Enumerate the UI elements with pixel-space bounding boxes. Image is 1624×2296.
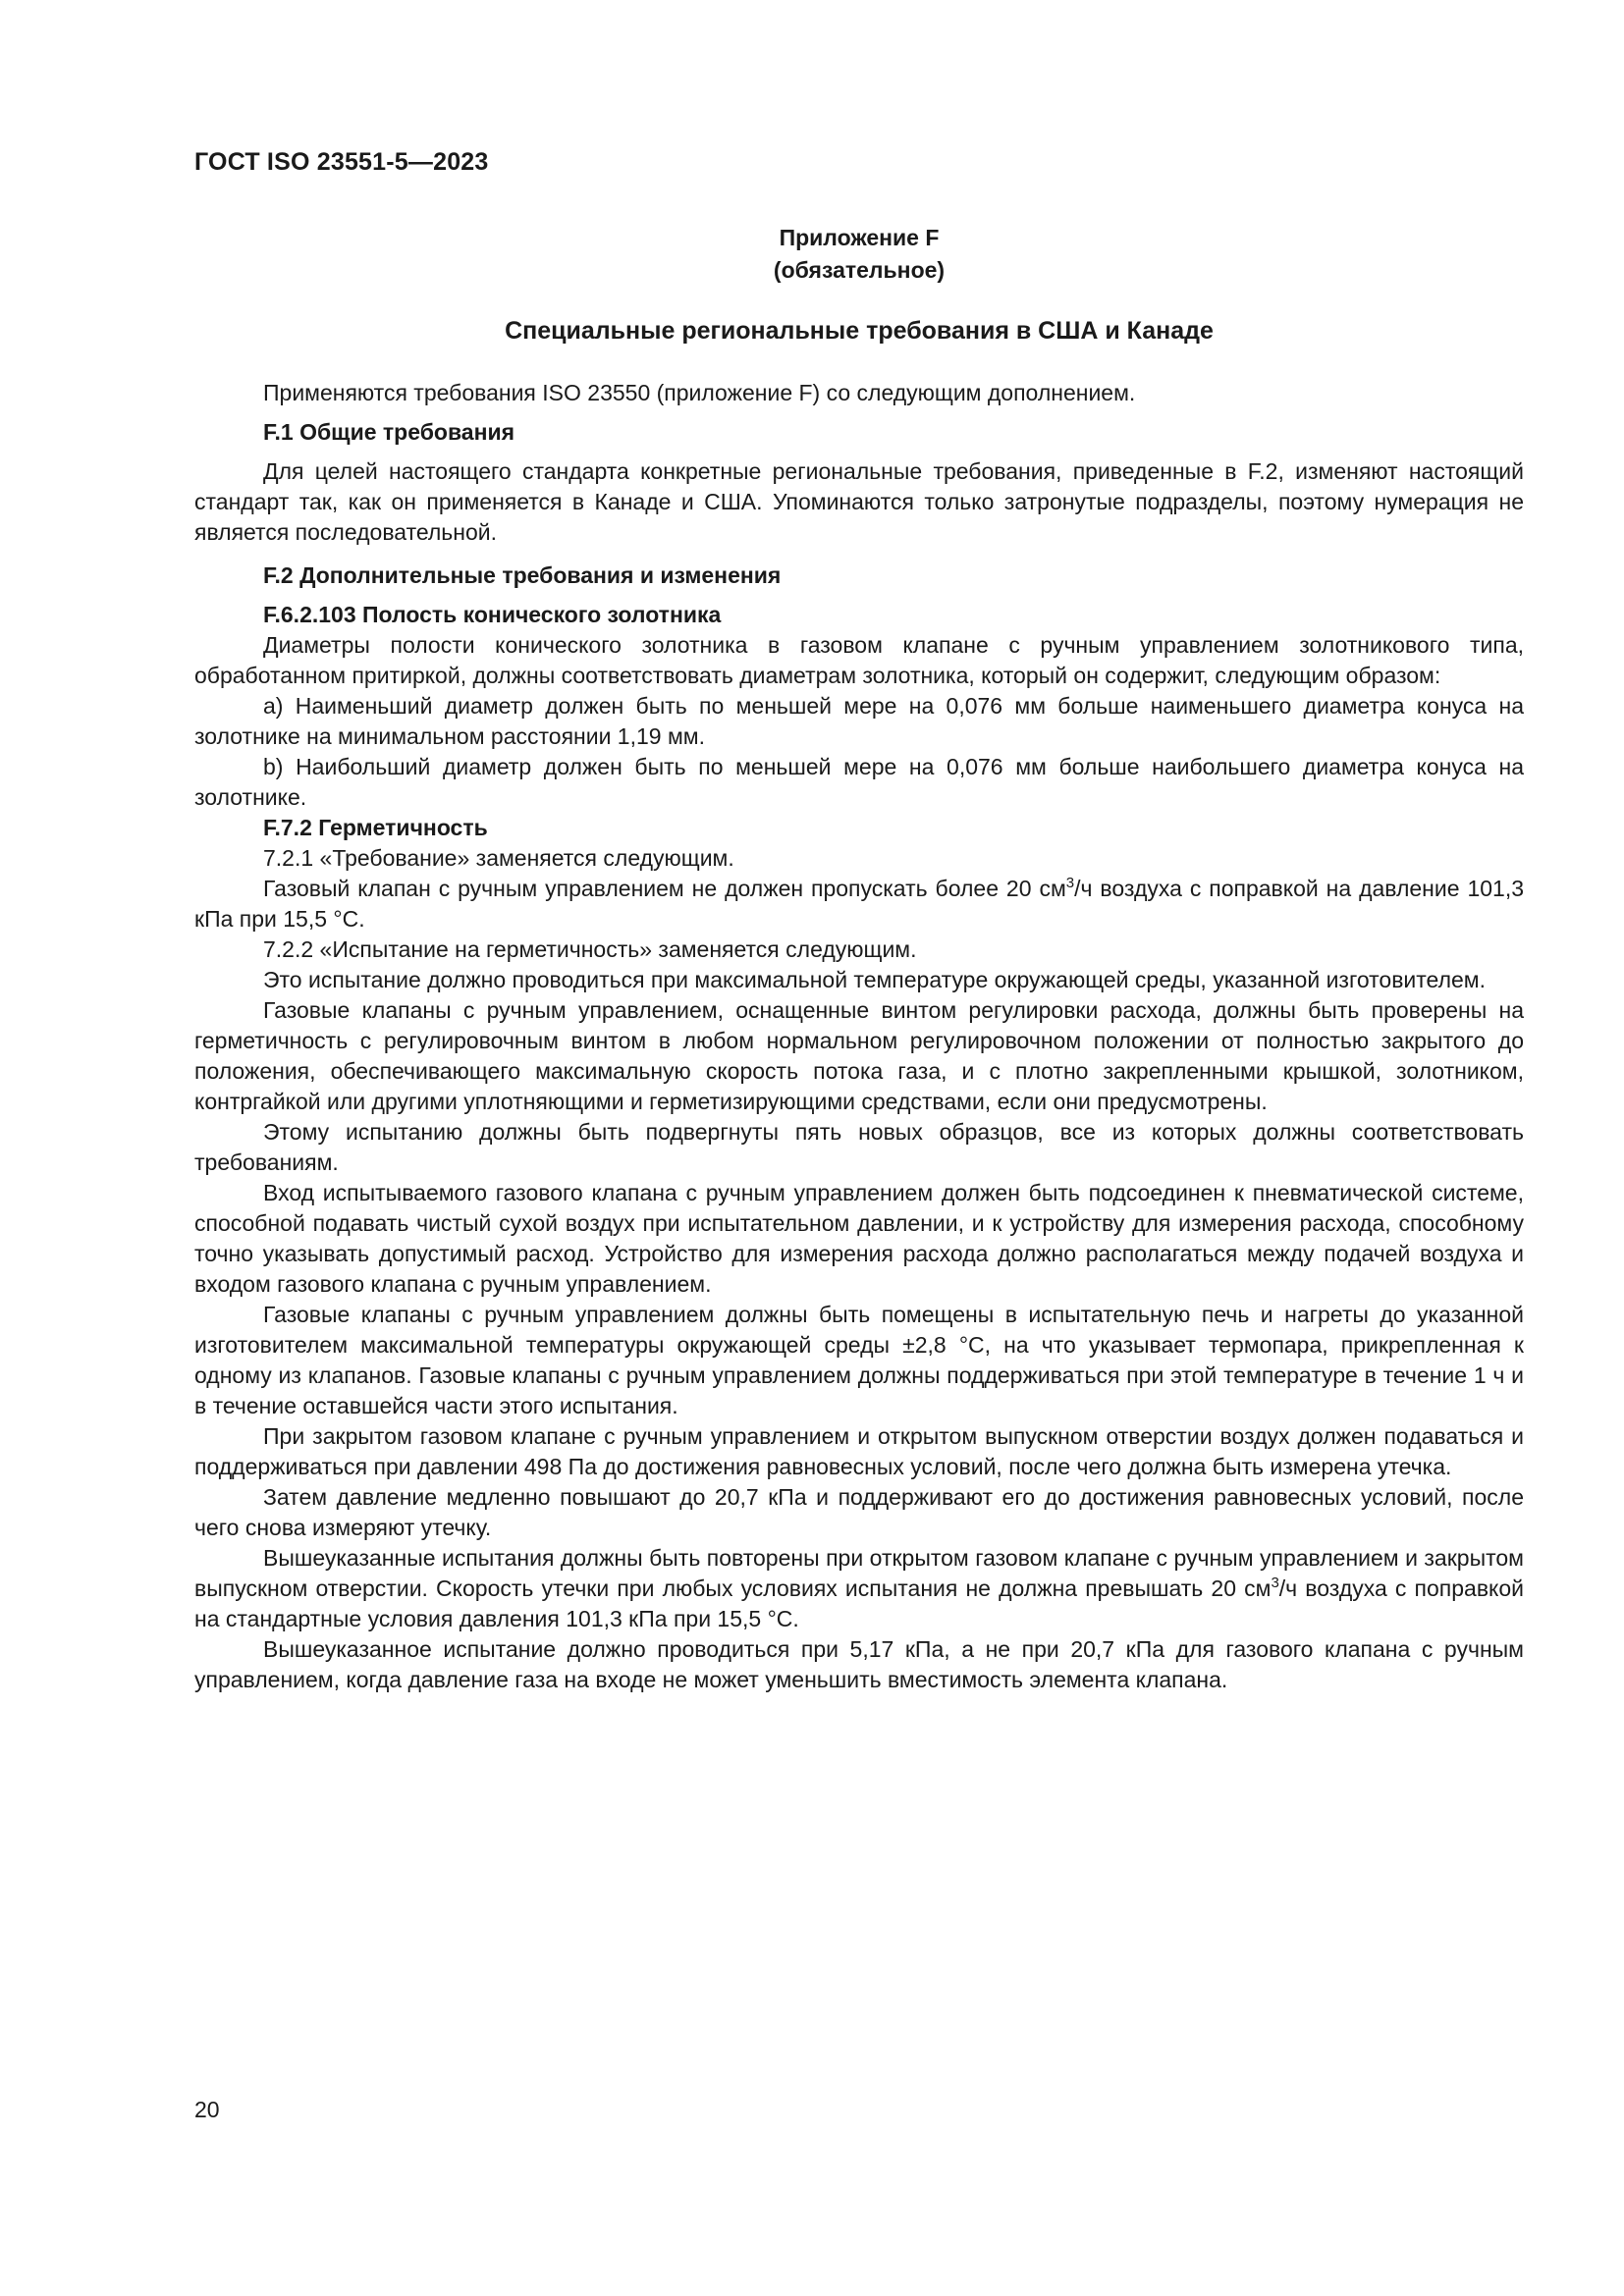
f72-paragraph-6: Этому испытанию должны быть подвергнуты пять новых образцов, все из которых должны соответствовать требованиям. (194, 1119, 1524, 1175)
superscript-3: 3 (1271, 1575, 1279, 1591)
f72-paragraph-11-text-b: /ч воздуха с поправкой на стандартные условия давления 101,3 кПа при 15,5 °С. (194, 1575, 1524, 1631)
annex-heading (194, 222, 1524, 287)
annex-label: Приложение F (779, 225, 940, 250)
f72-paragraph-3: 7.2.2 «Испытание на герметичность» заменяется следующим. (263, 936, 917, 962)
f72-paragraph-2 (194, 874, 1524, 934)
f72-paragraph-12: Вышеуказанное испытание должно проводиться при 5,17 кПа, а не при 20,7 кПа для газового клапана с ручным управлением, когда давление газа на входе не может уменьшить вместимость элемента клапана. (194, 1636, 1524, 1692)
section-f2-heading: F.2 Дополнительные требования и изменения (263, 562, 782, 588)
f72-paragraph-1: 7.2.1 «Требование» заменяется следующим. (263, 845, 734, 871)
annex-status: (обязательное) (773, 257, 946, 283)
clause-f62103-heading: F.6.2.103 Полость конического золотника (263, 602, 722, 627)
f72-paragraph-11 (194, 1543, 1524, 1634)
f72-paragraph-8: Газовые клапаны с ручным управлением должны быть помещены в испытательную печь и нагреты до указанной изготовителем максимальной температуры окружающей среды ±2,8 °С, на что указывает термопара, прикрепленная к одному из клапанов. Газовые клапаны с ручным управлением должны поддерживаться при этой температуре в течение 1 ч и в течение оставшейся части этого испытания. (194, 1302, 1524, 1418)
f72-paragraph-11-text-a: Вышеуказанные испытания должны быть повторены при открытом газовом клапане с ручным управлением и закрытом выпускном отверстии. Скорость утечки при любых условиях испытания не должна превышать 20 см (194, 1545, 1524, 1601)
page-number: 20 (194, 2097, 220, 2122)
clause-f62103-text: Диаметры полости конического золотника в газовом клапане с ручным управлением золотникового типа, обработанном притиркой, должны соответствовать диаметрам золотника, который он содержит, следующим образом: (194, 632, 1524, 688)
document-id: ГОСТ ISO 23551-5—2023 (194, 148, 489, 176)
section-f72-heading: F.7.2 Герметичность (263, 815, 488, 840)
annex-body (194, 378, 1524, 1695)
clause-f62103-item-a: a) Наименьший диаметр должен быть по меньшей мере на 0,076 мм больше наименьшего диаметра конуса на золотнике на минимальном расстоянии 1,19 мм. (194, 693, 1524, 749)
annex-title: Специальные региональные требования в США и Канаде (505, 317, 1214, 345)
f72-paragraph-2-text-a: Газовый клапан с ручным управлением не должен пропускать более 20 см (263, 876, 1066, 901)
f72-paragraph-10: Затем давление медленно повышают до 20,7 кПа и поддерживают его до достижения равновесных условий, после чего снова измеряют утечку. (194, 1484, 1524, 1540)
clause-f62103-item-b: b) Наибольший диаметр должен быть по меньшей мере на 0,076 мм больше наибольшего диаметра конуса на золотнике. (194, 754, 1524, 810)
f72-paragraph-5: Газовые клапаны с ручным управлением, оснащенные винтом регулировки расхода, должны быть проверены на герметичность с регулировочным винтом в любом нормальном регулировочном положении от полностью закрытого до положения, обеспечивающего максимальную скорость потока газа, и с плотно закрепленными крышкой, золотником, контргайкой или другими уплотняющими и герметизирующими средствами, если они предусмотрены. (194, 997, 1524, 1114)
f72-paragraph-4: Это испытание должно проводиться при максимальной температуре окружающей среды, указанной изготовителем. (263, 967, 1486, 992)
f72-paragraph-7: Вход испытываемого газового клапана с ручным управлением должен быть подсоединен к пневматической системе, способной подавать чистый сухой воздух при испытательном давлении, и к устройству для измерения расхода, способному точно указывать допустимый расход. Устройство для измерения расхода должно располагаться между подачей воздуха и входом газового клапана с ручным управлением. (194, 1180, 1524, 1297)
section-f1-heading: F.1 Общие требования (263, 419, 515, 445)
f72-paragraph-2-text-b: /ч воздуха с поправкой на давление 101,3 кПа при 15,5 °С. (194, 876, 1525, 932)
superscript-3: 3 (1065, 875, 1075, 891)
intro-paragraph: Применяются требования ISO 23550 (приложение F) со следующим дополнением. (263, 380, 1136, 405)
section-f1-text: Для целей настоящего стандарта конкретные региональные требования, приведенные в F.2, изменяют настоящий стандарт так, как он применяется в Канаде и США. Упоминаются только затронутые подразделы, поэтому нумерация не является последовательной. (194, 458, 1524, 545)
f72-paragraph-9: При закрытом газовом клапане с ручным управлением и открытом выпускном отверстии воздух должен подаваться и поддерживаться при давлении 498 Па до достижения равновесных условий, после чего должна быть измерена утечка. (194, 1423, 1524, 1479)
